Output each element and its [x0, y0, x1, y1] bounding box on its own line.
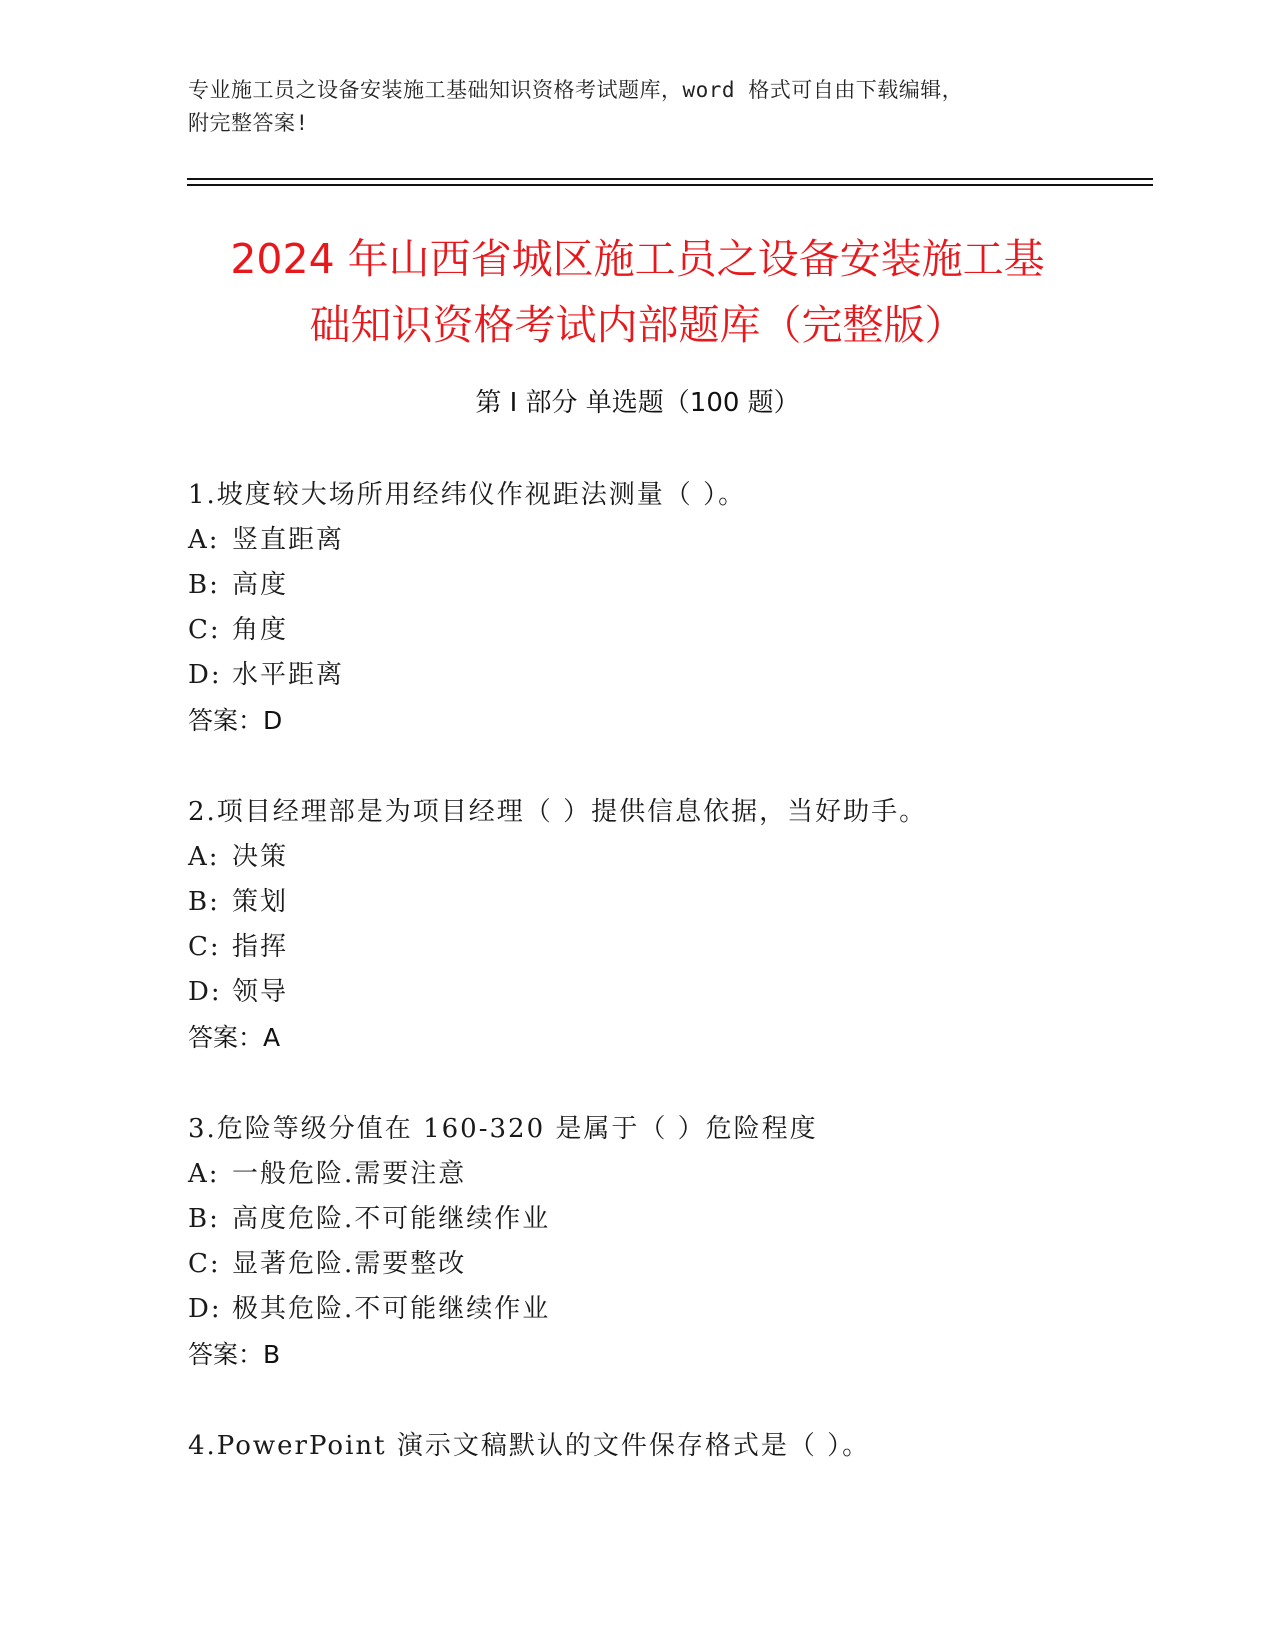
question-3 — [188, 1107, 1168, 1377]
document-title — [130, 226, 1145, 358]
option-letter: D: — [188, 1294, 222, 1324]
header-divider-top — [187, 178, 1153, 180]
option-text: 决策 — [232, 842, 289, 872]
header-note-line-2: 附完整答案! — [188, 111, 309, 135]
option-letter: B: — [188, 570, 220, 600]
question-2 — [188, 790, 1168, 1060]
question-stem: 3.危险等级分值在 160-320 是属于（ ）危险程度 — [188, 1114, 818, 1144]
option-letter: D: — [188, 660, 222, 690]
option-c — [188, 1242, 1168, 1287]
option-text: 领导 — [232, 977, 289, 1007]
header-note-line-1: 专业施工员之设备安装施工基础知识资格考试题库，word 格式可自由下载编辑， — [188, 78, 964, 102]
header-note — [188, 74, 1068, 140]
question-stem: 2.项目经理部是为项目经理（ ）提供信息依据，当好助手。 — [188, 797, 928, 827]
option-letter: A: — [188, 842, 220, 872]
question-stem: 4.PowerPoint 演示文稿默认的文件保存格式是（ ）。 — [188, 1431, 871, 1461]
header-divider-bottom — [187, 184, 1153, 186]
option-text: 显著危险.需要整改 — [232, 1249, 467, 1279]
answer: 答案：A — [188, 1023, 281, 1052]
option-a — [188, 835, 1168, 880]
option-text: 竖直距离 — [232, 525, 345, 555]
answer: 答案：D — [188, 706, 283, 735]
option-letter: B: — [188, 1204, 220, 1234]
option-text: 策划 — [232, 887, 289, 917]
option-a — [188, 1152, 1168, 1197]
option-b — [188, 563, 1168, 608]
option-d — [188, 653, 1168, 698]
option-letter: C: — [188, 615, 221, 645]
question-4 — [188, 1424, 1168, 1469]
question-stem: 1.坡度较大场所用经纬仪作视距法测量（ ）。 — [188, 480, 747, 510]
document-title-line-1: 2024 年山西省城区施工员之设备安装施工基 — [230, 235, 1045, 283]
section-title: 第 I 部分 单选题（100 题） — [475, 388, 800, 418]
option-letter: B: — [188, 887, 220, 917]
option-c — [188, 608, 1168, 653]
option-c — [188, 925, 1168, 970]
option-d — [188, 1287, 1168, 1332]
option-b — [188, 880, 1168, 925]
option-letter: C: — [188, 1249, 221, 1279]
question-1 — [188, 473, 1168, 743]
option-a — [188, 518, 1168, 563]
option-text: 高度危险.不可能继续作业 — [232, 1204, 551, 1234]
option-letter: A: — [188, 525, 220, 555]
option-text: 高度 — [232, 570, 289, 600]
option-letter: C: — [188, 932, 221, 962]
answer: 答案：B — [188, 1340, 281, 1369]
option-text: 角度 — [232, 615, 289, 645]
option-text: 极其危险.不可能继续作业 — [232, 1294, 551, 1324]
option-d — [188, 970, 1168, 1015]
option-text: 水平距离 — [232, 660, 345, 690]
option-b — [188, 1197, 1168, 1242]
option-letter: D: — [188, 977, 222, 1007]
document-title-line-2: 础知识资格考试内部题库（完整版） — [309, 301, 966, 349]
option-letter: A: — [188, 1159, 220, 1189]
option-text: 指挥 — [232, 932, 289, 962]
option-text: 一般危险.需要注意 — [232, 1159, 467, 1189]
